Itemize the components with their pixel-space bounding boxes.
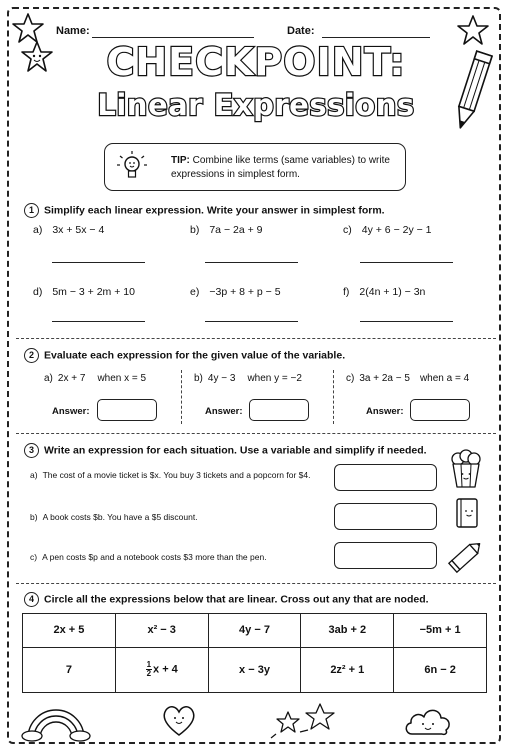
- expression-cell[interactable]: 3ab + 2: [301, 614, 394, 648]
- q1-instruction: Simplify each linear expression. Write your answer in simplest form.: [44, 204, 385, 217]
- expression-cell[interactable]: 6n − 2: [394, 647, 487, 692]
- tip-body: Combine like terms (same variables) to write expressions in simplest form.: [171, 155, 390, 180]
- q1-heading: [24, 203, 385, 218]
- book-icon: [452, 496, 482, 532]
- column-divider: [181, 370, 182, 424]
- pencil-small-icon: [446, 536, 488, 574]
- pencil-icon: [448, 46, 498, 138]
- q4-heading: [24, 592, 429, 607]
- q3-item-b: b) A book costs $b. You have a $5 discount.: [30, 512, 198, 522]
- section-divider: [16, 338, 496, 339]
- q1-item-b: b) 7a − 2a + 9: [190, 224, 263, 236]
- q1-answer-line-f[interactable]: [360, 321, 453, 322]
- name-label: Name:: [56, 25, 90, 37]
- q3-instruction: Write an expression for each situation. Use a variable and simplify if needed.: [44, 444, 427, 457]
- q2-number: 2: [24, 348, 39, 363]
- expression-cell[interactable]: x − 3y: [208, 647, 301, 692]
- fraction: $\frac{1}{2}$: [146, 660, 152, 679]
- name-field[interactable]: [92, 37, 254, 38]
- q2-item-b: b) 4y − 3 when y = −2: [194, 373, 302, 384]
- q2-answer-label-b: Answer:: [205, 406, 243, 417]
- q2-answer-box-a[interactable]: [97, 399, 157, 421]
- q2-item-c: c) 3a + 2a − 5 when a = 4: [346, 373, 470, 384]
- lightbulb-icon: [115, 150, 149, 184]
- q1-item-f: f) 2(4n + 1) − 3n: [343, 286, 426, 298]
- q1-answer-line-d[interactable]: [52, 321, 145, 322]
- q2-instruction: Evaluate each expression for the given value of the variable.: [44, 349, 346, 362]
- tip-box: [104, 143, 406, 191]
- expression-cell[interactable]: 7: [23, 647, 116, 692]
- q3-item-a: a) The cost of a movie ticket is $x. You buy 3 tickets and a popcorn for $4.: [30, 470, 311, 480]
- q2-answer-box-b[interactable]: [249, 399, 309, 421]
- q3-item-c: c) A pen costs $p and a notebook costs $3 more than the pen.: [30, 552, 267, 562]
- q1-item-d: d) 5m − 3 + 2m + 10: [33, 286, 135, 298]
- q1-item-c: c) 4y + 6 − 2y − 1: [343, 224, 432, 236]
- cloud-icon: [402, 702, 454, 738]
- q2-answer-label-a: Answer:: [52, 406, 90, 417]
- expression-cell[interactable]: 2x + 5: [23, 614, 116, 648]
- q1-answer-line-b[interactable]: [205, 262, 298, 263]
- expression-cell[interactable]: 4y − 7: [208, 614, 301, 648]
- date-field[interactable]: [322, 37, 430, 38]
- q1-item-e: e) −3p + 8 + p − 5: [190, 286, 281, 298]
- stars-icon: [270, 700, 342, 742]
- heart-icon: [160, 702, 198, 738]
- date-label: Date:: [287, 25, 315, 37]
- expression-cell[interactable]: $\frac{1}{2}$ x + 4: [115, 647, 208, 692]
- expression-cell[interactable]: x² − 3: [115, 614, 208, 648]
- section-divider: [16, 433, 496, 434]
- column-divider: [333, 370, 334, 424]
- q3-answer-box-c[interactable]: [334, 542, 437, 569]
- rainbow-icon: [20, 698, 92, 742]
- q2-answer-label-c: Answer:: [366, 406, 404, 417]
- q1-answer-line-a[interactable]: [52, 262, 145, 263]
- popcorn-icon: [446, 447, 486, 489]
- tip-text: [171, 154, 399, 182]
- q3-heading: [24, 443, 427, 458]
- expression-cell[interactable]: −5m + 1: [394, 614, 487, 648]
- q2-heading: [24, 348, 345, 363]
- title-line1: CHECKPOINT:: [106, 40, 406, 84]
- section-divider: [16, 583, 496, 584]
- q1-answer-line-c[interactable]: [360, 262, 453, 263]
- q3-number: 3: [24, 443, 39, 458]
- q1-item-a: a) 3x + 5x − 4: [33, 224, 105, 236]
- q3-answer-box-b[interactable]: [334, 503, 437, 530]
- q1-answer-line-e[interactable]: [205, 321, 298, 322]
- q2-item-a: a) 2x + 7 when x = 5: [44, 373, 147, 384]
- q1-number: 1: [24, 203, 39, 218]
- q3-answer-box-a[interactable]: [334, 464, 437, 491]
- q4-instruction: Circle all the expressions below that are linear. Cross out any that are noded.: [44, 593, 429, 606]
- q4-number: 4: [24, 592, 39, 607]
- title-line2: Linear Expressions: [97, 88, 415, 122]
- tip-label: TIP:: [171, 155, 190, 166]
- expression-cell[interactable]: 2z² + 1: [301, 647, 394, 692]
- expressions-table: [22, 613, 487, 693]
- q2-answer-box-c[interactable]: [410, 399, 470, 421]
